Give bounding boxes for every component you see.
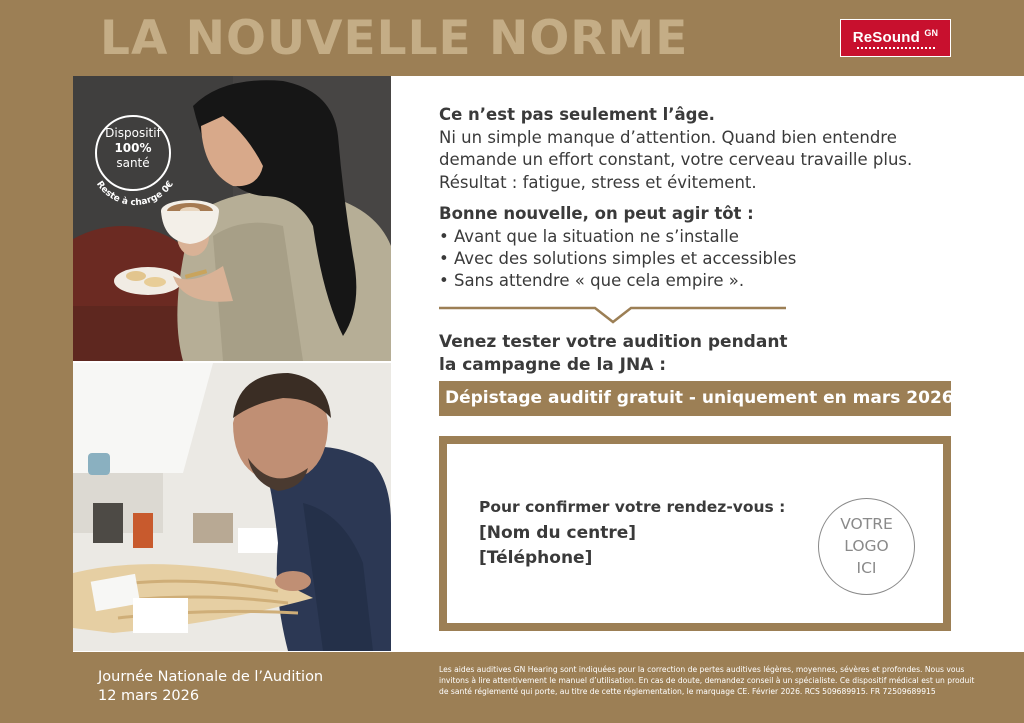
photo-man-workshop-illustration [73, 363, 391, 651]
sante-badge [95, 115, 171, 191]
center-name-placeholder: [Nom du centre] [479, 523, 637, 543]
brand-logo-text: ReSound $^{GN}$ [852, 27, 939, 46]
intro-lead: Ce n’est pas seulement l’âge. [439, 105, 715, 124]
footer-legal-notice: Les aides auditives GN Hearing sont indiquées pour la correction de pertes auditives légères, moyennes, sévères et profondes. Nous vous invitons à lire attentivement le manuel d’utilisation. En cas de doute, demandez conseil à un spécialiste. Ce dispositif médical est un produit de santé réglementé qui porte, au titre de cette réglementation, le marquage CE. Février 2026. RCS 509689915. FR 72509689915 [439, 665, 975, 697]
intro-line-1: Ni un simple manque d’attention. Quand bien entendre [439, 128, 897, 147]
logo-placeholder [818, 498, 915, 595]
left-band [0, 76, 73, 652]
badge-line1: Dispositif [105, 126, 161, 140]
brand-logo-dots [857, 47, 935, 49]
phone-placeholder: [Téléphone] [479, 548, 593, 568]
logo-placeholder-line-2: LOGO [844, 537, 889, 555]
intro-line-3: Résultat : fatigue, stress et évitement. [439, 173, 757, 192]
badge-line3: santé [116, 156, 150, 170]
contact-label: Pour confirmer votre rendez-vous : [479, 498, 786, 516]
logo-placeholder-line-1: VOTRE [840, 515, 893, 533]
intro-line-2: demande un effort constant, votre cerveau travaille plus. [439, 150, 913, 169]
photo-man-workshop [73, 363, 391, 651]
logo-placeholder-line-3: ICI [856, 559, 877, 577]
brand-logo [840, 19, 951, 57]
cta-line-1: Venez tester votre audition pendant [439, 332, 788, 352]
good-news-bullet-1: • Avant que la situation ne s’installe [439, 227, 739, 246]
good-news-title: Bonne nouvelle, on peut agir tôt : [439, 204, 754, 223]
badge-line2: 100% [114, 141, 152, 155]
footer-event-name: Journée Nationale de l’Audition [98, 669, 324, 685]
free-screening-banner: Dépistage auditif gratuit - uniquement en mars 2026 [439, 381, 951, 416]
cta-line-2: la campagne de la JNA : [439, 355, 667, 375]
good-news-bullet-2: • Avec des solutions simples et accessibles [439, 249, 797, 268]
good-news-bullet-3: • Sans attendre « que cela empire ». [439, 271, 745, 290]
footer-event-date: 12 mars 2026 [98, 688, 200, 704]
cta-text [439, 331, 788, 377]
svg-text:Reste à charge 0€: Reste à charge 0€ [94, 179, 176, 209]
chevron-divider [439, 300, 786, 330]
headline: LA NOUVELLE NORME [100, 11, 689, 66]
footer-event [98, 668, 323, 706]
